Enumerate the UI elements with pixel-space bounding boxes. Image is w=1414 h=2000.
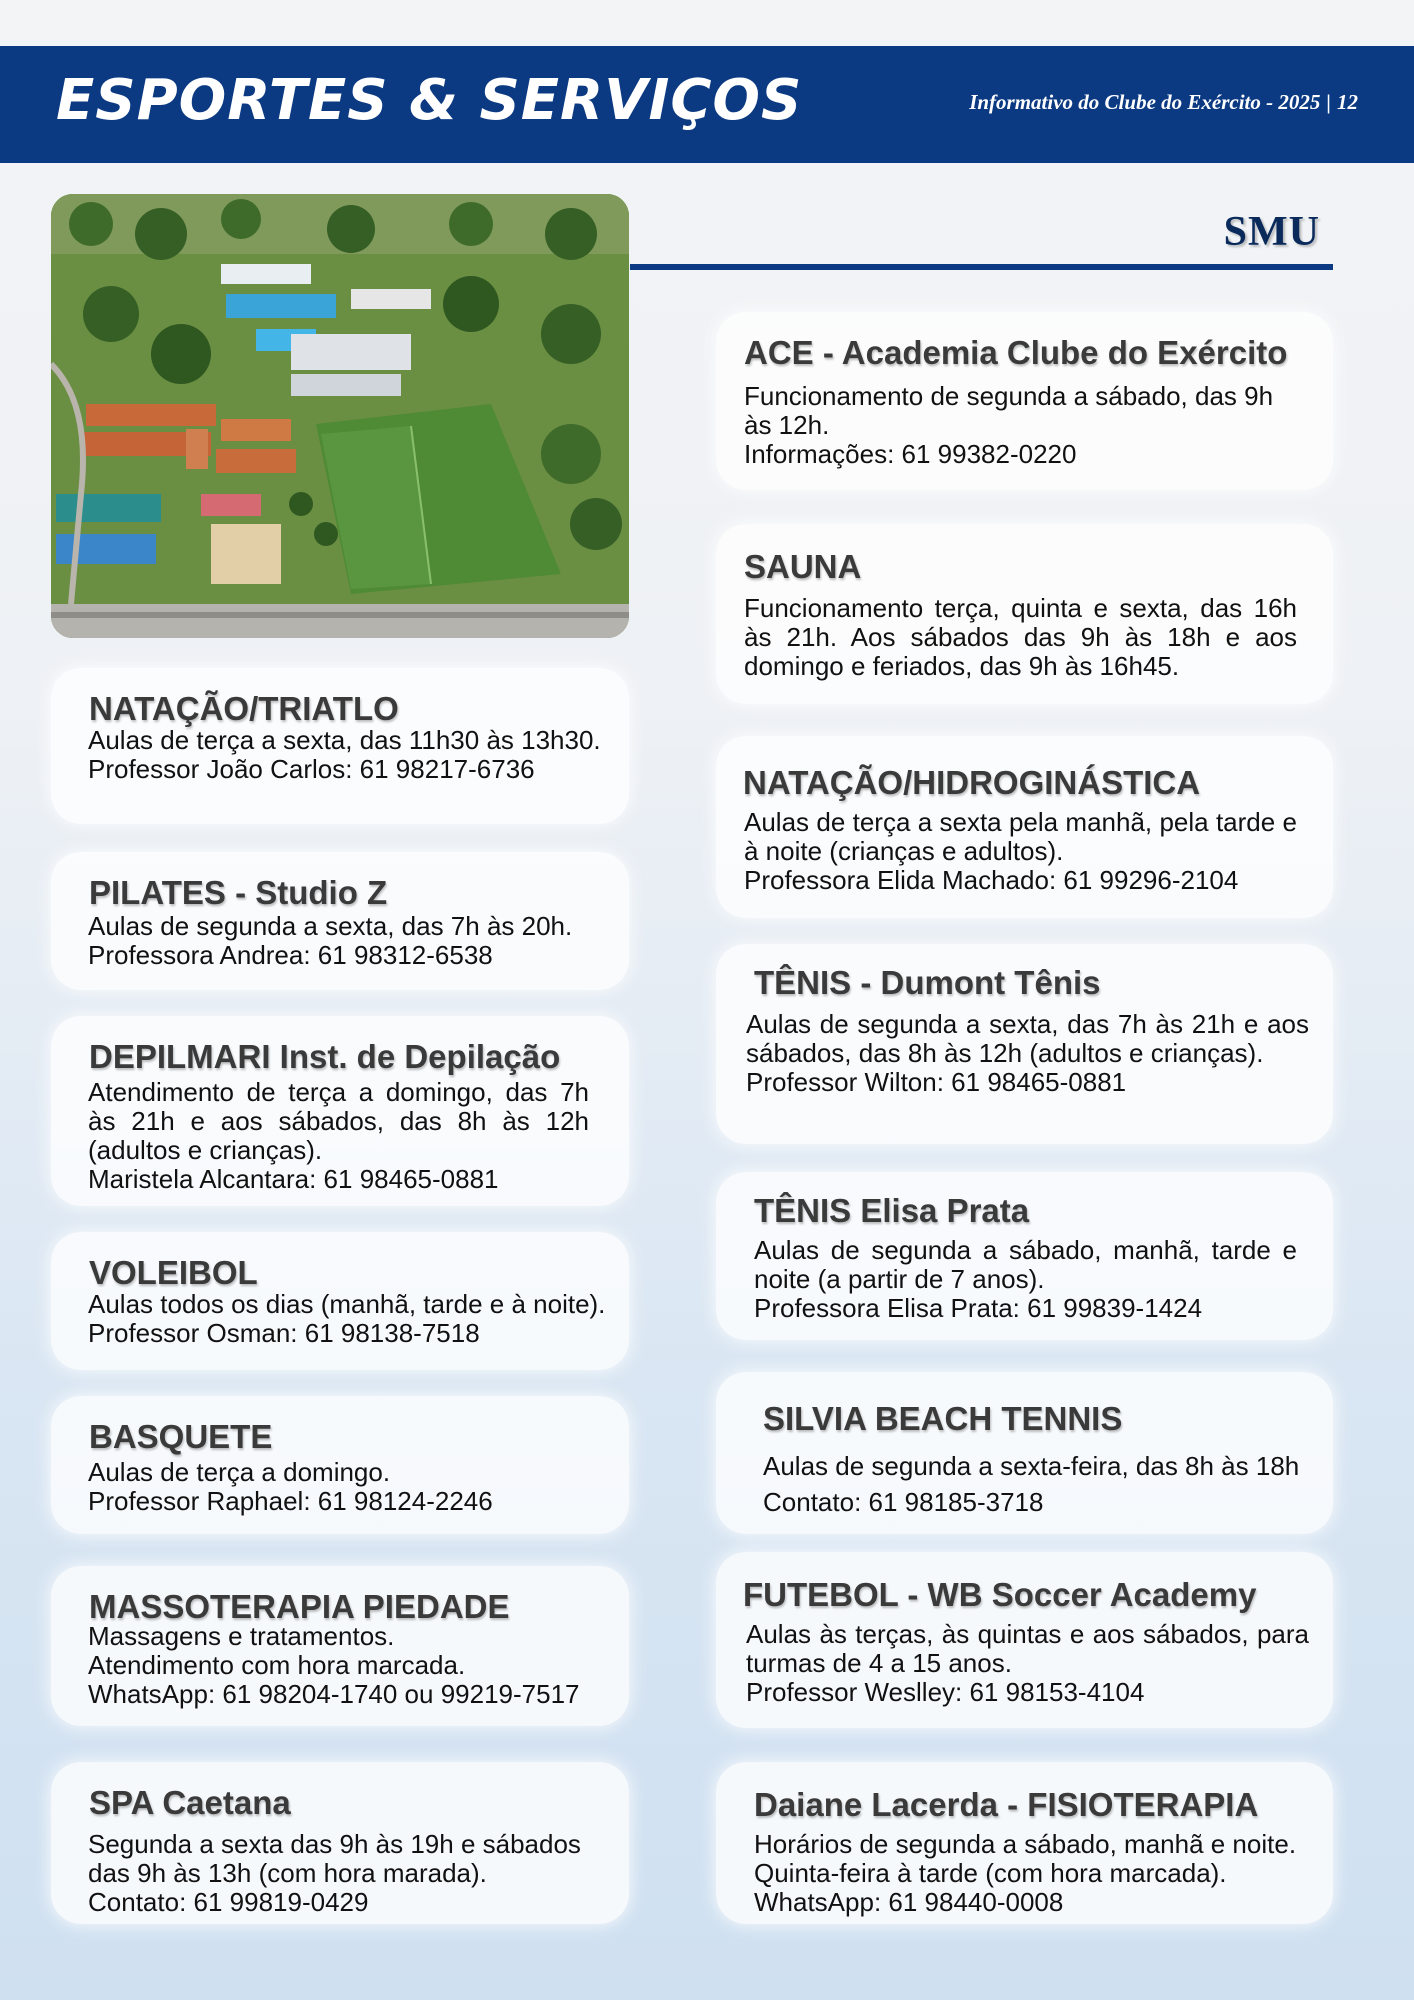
card-body	[763, 1448, 1323, 1520]
card-title: VOLEIBOL	[89, 1254, 258, 1291]
card-contact: Professora Elisa Prata: 61 99839-1424	[754, 1293, 1203, 1323]
card-title: NATAÇÃO/TRIATLO	[89, 690, 399, 727]
card-body	[754, 1830, 1323, 1917]
card-title: ACE - Academia Clube do Exército	[744, 334, 1288, 371]
card-contact: Informações: 61 99382-0220	[744, 439, 1077, 469]
card-body	[88, 1458, 611, 1516]
card-contact: Contato: 61 99819-0429	[88, 1887, 369, 1917]
section-label: SMU	[1223, 209, 1320, 255]
card-body	[744, 594, 1297, 681]
card-body	[88, 726, 611, 784]
service-card-basquete	[51, 1396, 629, 1534]
card-body	[88, 1290, 621, 1348]
card-title: TÊNIS - Dumont Tênis	[754, 964, 1101, 1001]
card-body	[744, 382, 1297, 469]
card-text: Aulas às terças, às quintas e aos sábados, para turmas de 4 a 15 anos.	[746, 1619, 1309, 1678]
service-card-depilmari	[51, 1016, 629, 1206]
card-body	[88, 1830, 603, 1917]
newsletter-name: Informativo do Clube do Exército - 2025	[969, 90, 1321, 114]
card-text: Aulas de terça a domingo.	[88, 1457, 391, 1487]
card-contact: WhatsApp: 61 98204-1740 ou 99219-7517	[88, 1679, 580, 1709]
card-title: FUTEBOL - WB Soccer Academy	[743, 1576, 1257, 1613]
service-card-tenis-elisa-prata	[716, 1172, 1333, 1340]
card-title: PILATES - Studio Z	[89, 874, 388, 911]
card-contact: Maristela Alcantara: 61 98465-0881	[88, 1164, 499, 1194]
card-title: NATAÇÃO/HIDROGINÁSTICA	[743, 764, 1201, 801]
service-card-spa-caetana	[51, 1762, 629, 1924]
card-contact: Contato: 61 98185-3718	[763, 1487, 1044, 1517]
card-title: SPA Caetana	[89, 1784, 291, 1821]
card-body	[746, 1620, 1309, 1707]
card-text: Aulas todos os dias (manhã, tarde e à noite).	[88, 1289, 606, 1319]
card-body	[88, 1622, 611, 1709]
card-text: Quinta-feira à tarde (com hora marcada).	[754, 1858, 1227, 1888]
card-title: SAUNA	[744, 548, 862, 585]
card-body	[88, 912, 611, 970]
card-body	[754, 1236, 1297, 1323]
card-contact: Professor Wilton: 61 98465-0881	[746, 1067, 1127, 1097]
card-title: DEPILMARI Inst. de Depilação	[89, 1038, 561, 1075]
service-card-pilates	[51, 852, 629, 990]
card-text: Atendimento com hora marcada.	[88, 1650, 466, 1680]
service-card-ace-academia	[716, 312, 1333, 490]
service-card-natacao-triatlo	[51, 668, 629, 824]
card-contact: Professor João Carlos: 61 98217-6736	[88, 754, 535, 784]
card-text: Atendimento de terça a domingo, das 7h às 21h e aos sábados, das 8h às 12h (adultos e crianças).	[88, 1077, 589, 1165]
page-title: ESPORTES & SERVIÇOS	[56, 68, 803, 133]
card-title: TÊNIS Elisa Prata	[754, 1192, 1030, 1229]
card-title: SILVIA BEACH TENNIS	[763, 1400, 1123, 1437]
service-card-futebol-wb	[716, 1552, 1333, 1728]
aerial-photo-icon	[51, 194, 629, 638]
section-divider	[630, 264, 1333, 270]
service-card-silvia-beach-tennis	[716, 1372, 1333, 1534]
card-body	[746, 1010, 1309, 1097]
card-text: Aulas de segunda a sexta, das 7h às 21h e aos sábados, das 8h às 12h (adultos e crianças).	[746, 1009, 1309, 1068]
service-card-daiane-fisioterapia	[716, 1762, 1333, 1924]
card-text: Aulas de terça a sexta, das 11h30 às 13h30.	[88, 725, 601, 755]
newsletter-info	[969, 90, 1358, 115]
card-text: Segunda a sexta das 9h às 19h e sábados das 9h às 13h (com hora marada).	[88, 1829, 581, 1888]
card-text: Funcionamento de segunda a sábado, das 9h às 12h.	[744, 381, 1274, 440]
card-text: Massagens e tratamentos.	[88, 1621, 395, 1651]
card-text: Funcionamento terça, quinta e sexta, das 16h às 21h. Aos sábados das 9h às 18h e aos domingo e feriados, das 9h às 16h45.	[744, 593, 1297, 681]
service-card-natacao-hidroginastica	[716, 736, 1333, 918]
page-header	[0, 46, 1414, 163]
card-contact: Professor Raphael: 61 98124-2246	[88, 1486, 493, 1516]
card-contact: Professora Elida Machado: 61 99296-2104	[744, 865, 1239, 895]
card-text: Aulas de terça a sexta pela manhã, pela tarde e à noite (crianças e adultos).	[744, 807, 1297, 866]
separator: |	[1326, 90, 1331, 114]
page-number: 12	[1337, 90, 1358, 114]
card-text: Horários de segunda a sábado, manhã e noite.	[754, 1829, 1297, 1859]
service-card-voleibol	[51, 1232, 629, 1370]
card-text: Aulas de segunda a sábado, manhã, tarde e noite (a partir de 7 anos).	[754, 1235, 1297, 1294]
card-title: BASQUETE	[89, 1418, 273, 1455]
card-contact: Professora Andrea: 61 98312-6538	[88, 940, 493, 970]
card-body	[744, 808, 1297, 895]
card-body	[88, 1078, 589, 1194]
card-text: Aulas de segunda a sexta, das 7h às 20h.	[88, 911, 573, 941]
service-card-massoterapia	[51, 1566, 629, 1726]
card-contact: Professor Weslley: 61 98153-4104	[746, 1677, 1145, 1707]
card-title: MASSOTERAPIA PIEDADE	[89, 1588, 510, 1625]
card-title: Daiane Lacerda - FISIOTERAPIA	[754, 1786, 1259, 1823]
card-text: Aulas de segunda a sexta-feira, das 8h às 18h	[763, 1451, 1300, 1481]
card-contact: WhatsApp: 61 98440-0008	[754, 1887, 1064, 1917]
service-card-sauna	[716, 524, 1333, 704]
service-card-tenis-dumont	[716, 944, 1333, 1144]
card-contact: Professor Osman: 61 98138-7518	[88, 1318, 480, 1348]
